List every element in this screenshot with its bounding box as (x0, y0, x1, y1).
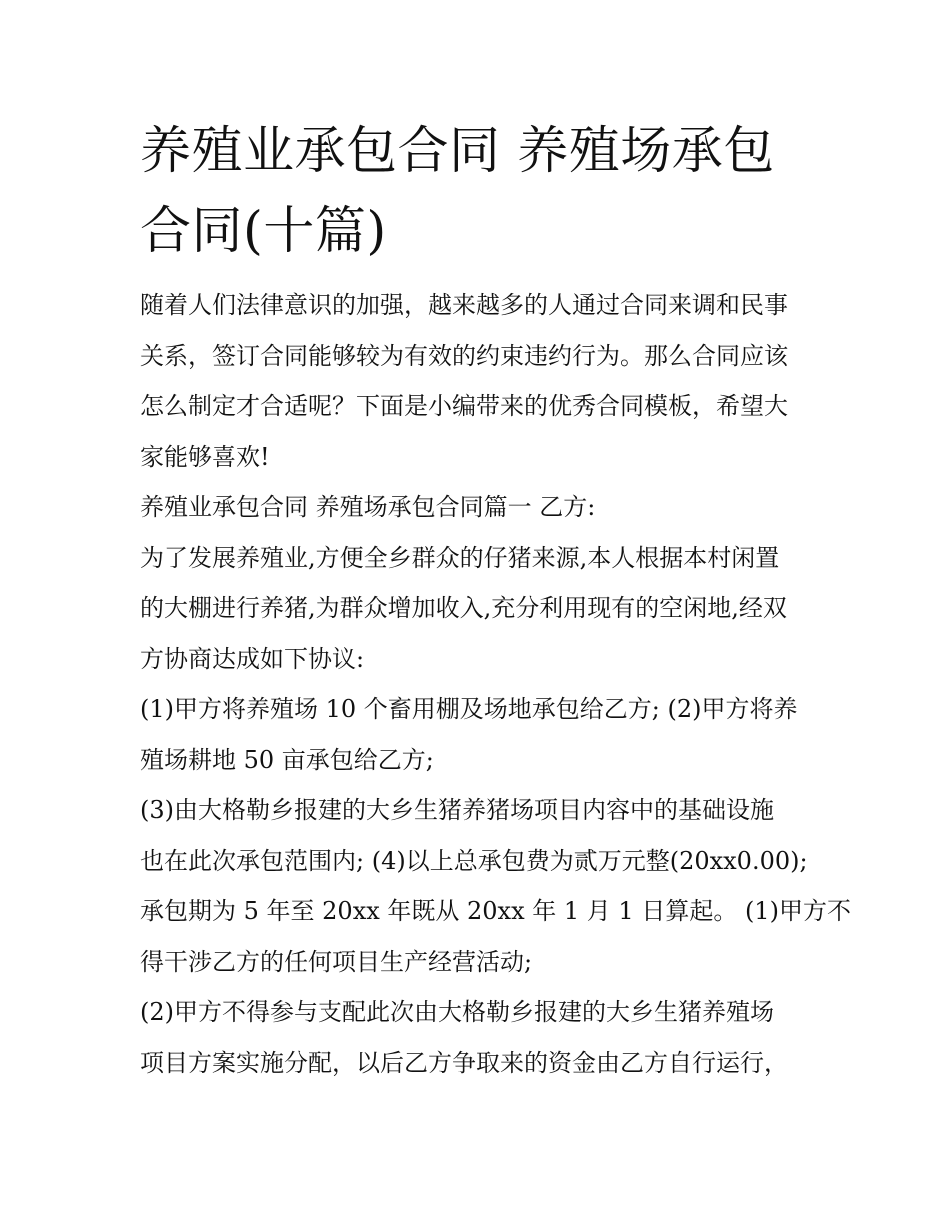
body-line-11: (3)由大格勒乡报建的大乡生猪养猪场项目内容中的基础设施 (140, 796, 774, 824)
body-line-9: (1)甲方将养殖场 10 个畜用棚及场地承包给乙方; (2)甲方将养 (140, 695, 798, 723)
body-line-2: 关系，签订合同能够较为有效的约束违约行为。那么合同应该 (140, 341, 788, 370)
body-line-13: 承包期为 5 年至 20xx 年既从 20xx 年 1 月 1 日算起。 (1)甲方不 (140, 897, 851, 925)
body-line-4: 家能够喜欢! (140, 442, 270, 471)
body-line-12: 也在此次承包范围内; (4)以上总承包费为贰万元整(20xx0.00); (140, 846, 808, 875)
body-line-14: 得干涉乙方的任何项目生产经营活动; (140, 947, 533, 976)
section-heading: 养殖业承包合同 养殖场承包合同篇一 乙方: (140, 493, 596, 521)
body-line-6: 为了发展养殖业,方便全乡群众的仔猪来源,本人根据本村闲置 (140, 543, 780, 572)
body-line-8: 方协商达成如下协议: (140, 644, 365, 673)
body-line-15: (2)甲方不得参与支配此次由大格勒乡报建的大乡生猪养殖场 (140, 998, 774, 1026)
body-line-3: 怎么制定才合适呢？下面是小编带来的优秀合同模板，希望大 (140, 392, 788, 420)
body-line-7: 的大棚进行养猪,为群众增加收入,充分利用现有的空闲地,经双 (140, 594, 787, 622)
document-page (140, 112, 851, 1088)
body-line-1: 随着人们法律意识的加强，越来越多的人通过合同来调和民事 (140, 291, 788, 319)
document-body (140, 280, 851, 1088)
body-line-10: 殖场耕地 50 亩承包给乙方; (140, 745, 434, 774)
document-title: 养殖业承包合同 养殖场承包合同(十篇) (140, 122, 775, 261)
body-line-16: 项目方案实施分配，以后乙方争取来的资金由乙方自行运行， (140, 1048, 788, 1077)
